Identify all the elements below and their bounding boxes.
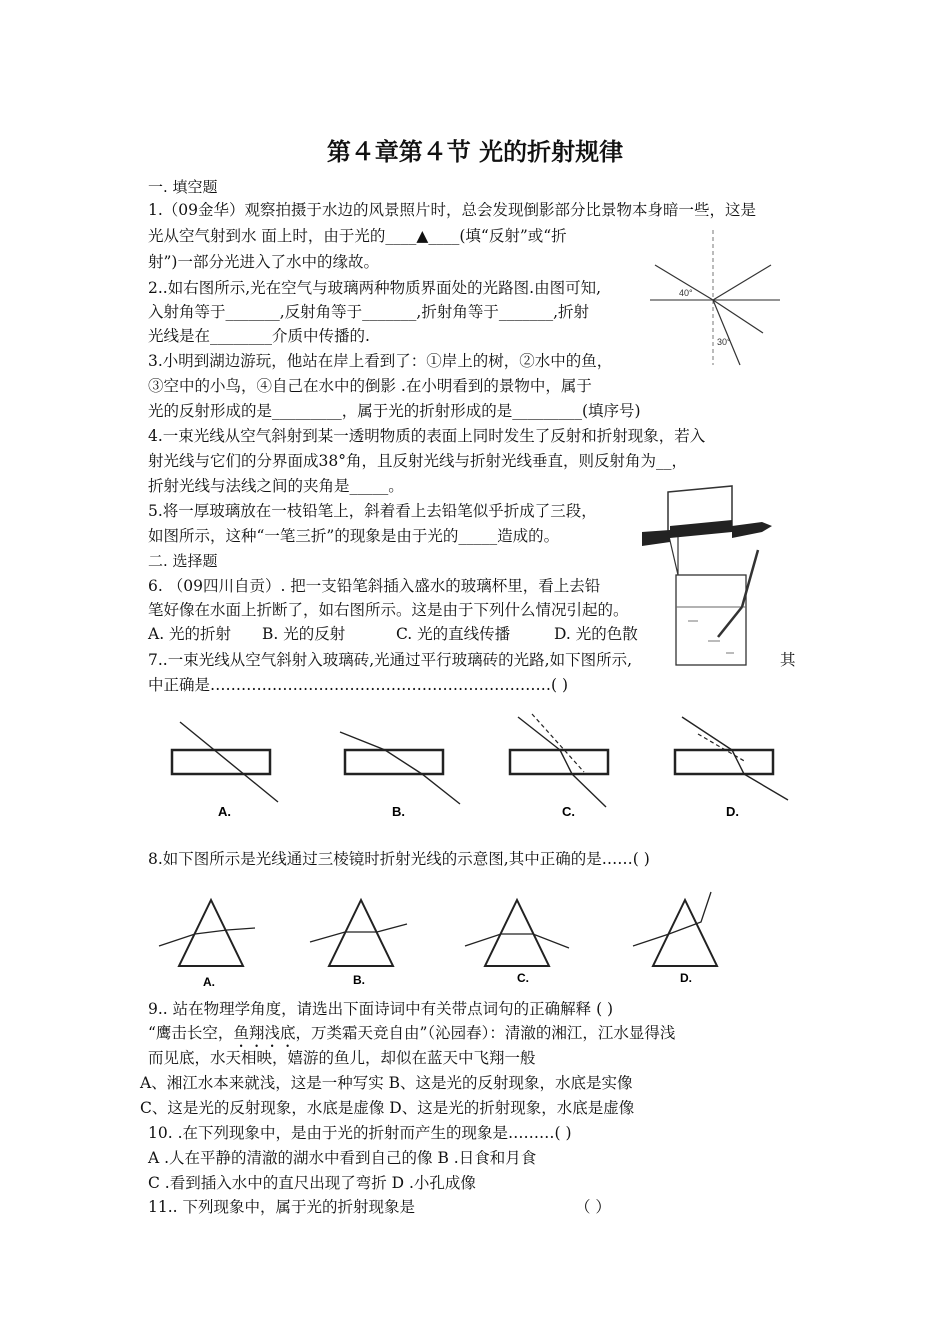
- q7-c-label: C.: [562, 804, 575, 819]
- q8-a-prism: [179, 900, 243, 966]
- q9-line1: 9.. 站在物理学角度，请选出下面诗词中有关带点词句的正确解释 ( ): [148, 1000, 614, 1018]
- q2-ray-2: [713, 265, 771, 300]
- q8-d-ray: [633, 892, 711, 946]
- q9-options-ab: A、湘江水本来就浅，这是一种写实 B、这是光的反射现象，水底是实像: [140, 1074, 633, 1092]
- q6-option-b: B. 光的反射: [262, 625, 346, 643]
- q7-a-brick: [172, 750, 270, 774]
- q7-c-brick: [510, 750, 608, 774]
- q2-line3: 光线是在________介质中传播的.: [148, 327, 370, 345]
- q2-angle-label-top: 40°: [679, 288, 693, 298]
- q7-d-ray-out: [744, 774, 788, 800]
- q6-glass: [676, 575, 746, 665]
- q7-glass-brick-figures: [160, 712, 810, 822]
- q8-c-prism: [485, 900, 549, 966]
- q8-c-label: C.: [517, 971, 529, 985]
- q8-a-ray: [159, 928, 255, 946]
- q7-d-ray-inside: [732, 750, 744, 774]
- q9-options-cd: C、这是光的反射现象，水底是虚像 D、这是光的折射现象，水底是虚像: [140, 1099, 635, 1117]
- q6-line2: 笔好像在水面上折断了，如右图所示。这是由于下列什么情况引起的。: [148, 601, 629, 619]
- q7-b-brick: [345, 750, 443, 774]
- q8-option-c-figure: [465, 900, 569, 985]
- q7-c-ray-inside: [560, 750, 572, 774]
- q9-line2-start: “鹰击长空，: [148, 1024, 234, 1042]
- q7-b-label: B.: [392, 804, 405, 819]
- q3-line2: ③空中的小鸟，④自己在水中的倒影 .在小明看到的景物中，属于: [148, 377, 592, 395]
- q6-option-c: C. 光的直线传播: [396, 625, 511, 643]
- q8-b-prism: [329, 900, 393, 966]
- q11-answer-paren: （ ）: [575, 1198, 611, 1216]
- q7-d-label: D.: [726, 804, 739, 819]
- q5-pencil-left: [642, 530, 670, 546]
- q8-a-label: A.: [203, 975, 215, 989]
- q7-option-a-figure: [172, 722, 278, 819]
- q8-option-a-figure: [159, 900, 255, 989]
- q4-line3: 折射光线与法线之间的夹角是_____。: [148, 477, 404, 495]
- q5-pencil-right: [732, 522, 772, 538]
- q7-d-brick: [675, 750, 773, 774]
- q4-line2: 射光线与它们的分界面成38°角，且反射光线与折射光线垂直，则反射角为__，: [148, 452, 687, 470]
- q7-option-c-figure: [510, 714, 608, 819]
- q5-line1: 5.将一厚玻璃放在一枝铅笔上，斜着看上去铅笔似乎折成了三段，: [148, 502, 597, 520]
- q7-c-ray-out: [572, 774, 606, 807]
- q1-line3: 射”)一部分光进入了水中的缘故。: [148, 253, 379, 271]
- q9-dotted-phrase: 鱼翔浅底: [233, 1024, 296, 1042]
- q8-line1: 8.如下图所示是光线通过三棱镜时折射光线的示意图,其中正确的是……( ): [148, 850, 650, 868]
- q7-d-ray-in: [682, 717, 732, 750]
- q1-line1: 1.（09金华）观察拍摄于水边的风景照片时，总会发现倒影部分比景物本身暗一些，这是: [148, 201, 757, 219]
- q7-d-dashed: [698, 734, 746, 762]
- q8-b-ray: [310, 924, 407, 942]
- q8-d-label: D.: [680, 971, 692, 985]
- q6-option-d: D. 光的色散: [554, 625, 638, 643]
- q2-refraction-figure: [645, 225, 785, 370]
- q5-line2: 如图所示，这种“一笔三折”的现象是由于光的_____造成的。: [148, 527, 560, 545]
- page-title: 第４章第４节 光的折射规律: [326, 138, 624, 166]
- q6-line1: 6. （09四川自贡）. 把一支铅笔斜插入盛水的玻璃杯里，看上去铅: [148, 577, 601, 595]
- q7-a-label: A.: [218, 804, 231, 819]
- q8-option-d-figure: [633, 892, 717, 985]
- q8-option-b-figure: [310, 900, 407, 987]
- q7-line1: 7..一束光线从空气斜射入玻璃砖,光通过平行玻璃砖的光路,如下图所示,: [148, 651, 632, 669]
- section-fill-in-heading: 一. 填空题: [148, 178, 218, 196]
- q7-option-d-figure: [675, 717, 788, 819]
- q8-b-label: B.: [353, 973, 365, 987]
- q10-options-ab: A .人在平静的清澈的湖水中看到自己的像 B .日食和月食: [148, 1149, 537, 1167]
- q2-ray-4: [713, 300, 740, 365]
- q7-a-ray: [180, 722, 278, 802]
- q1-line2: 光从空气射到水 面上时，由于光的____▲____(填“反射”或“折: [148, 227, 567, 245]
- q10-line1: 10. .在下列现象中，是由于光的折射而产生的现象是………( ): [148, 1124, 572, 1142]
- q7-option-b-figure: [340, 732, 460, 819]
- q6-pencil-in-glass-figure: [668, 545, 768, 670]
- q7-line1-tail: 其: [780, 651, 796, 669]
- q9-line2-end: ，万类霜天竞自由”（沁园春）：清澈的湘江，江水显得浅: [295, 1024, 676, 1042]
- q11-line1: 11.. 下列现象中，属于光的折射现象是: [148, 1198, 416, 1216]
- q6-option-a: A. 光的折射: [148, 625, 232, 643]
- q8-d-prism: [653, 900, 717, 966]
- q10-options-cd: C .看到插入水中的直尺出现了弯折 D .小孔成像: [148, 1174, 476, 1192]
- q4-line1: 4.一束光线从空气斜射到某一透明物质的表面上同时发生了反射和折射现象，若入: [148, 427, 706, 445]
- q9-line3: 而见底，水天相映，嬉游的鱼儿，却似在蓝天中飞翔一般: [148, 1049, 536, 1067]
- section-choice-heading: 二. 选择题: [148, 552, 218, 570]
- q7-c-dashed: [532, 714, 584, 772]
- q2-line2: 入射角等于_______,反射角等于_______,折射角等于_______,折射: [148, 303, 590, 321]
- q2-angle-label-bottom: 30°: [717, 337, 731, 347]
- q3-line3: 光的反射形成的是_________，属于光的折射形成的是_________(填序号): [148, 402, 641, 420]
- q3-line1: 3.小明到湖边游玩，他站在岸上看到了：①岸上的树，②水中的鱼，: [148, 352, 613, 370]
- q2-line1: 2..如右图所示,光在空气与玻璃两种物质界面处的光路图.由图可知,: [148, 279, 601, 297]
- q7-line2: 中正确是…………………………………………………………( ): [148, 676, 569, 694]
- q8-prism-figures: [155, 888, 725, 996]
- q8-c-ray: [465, 934, 569, 948]
